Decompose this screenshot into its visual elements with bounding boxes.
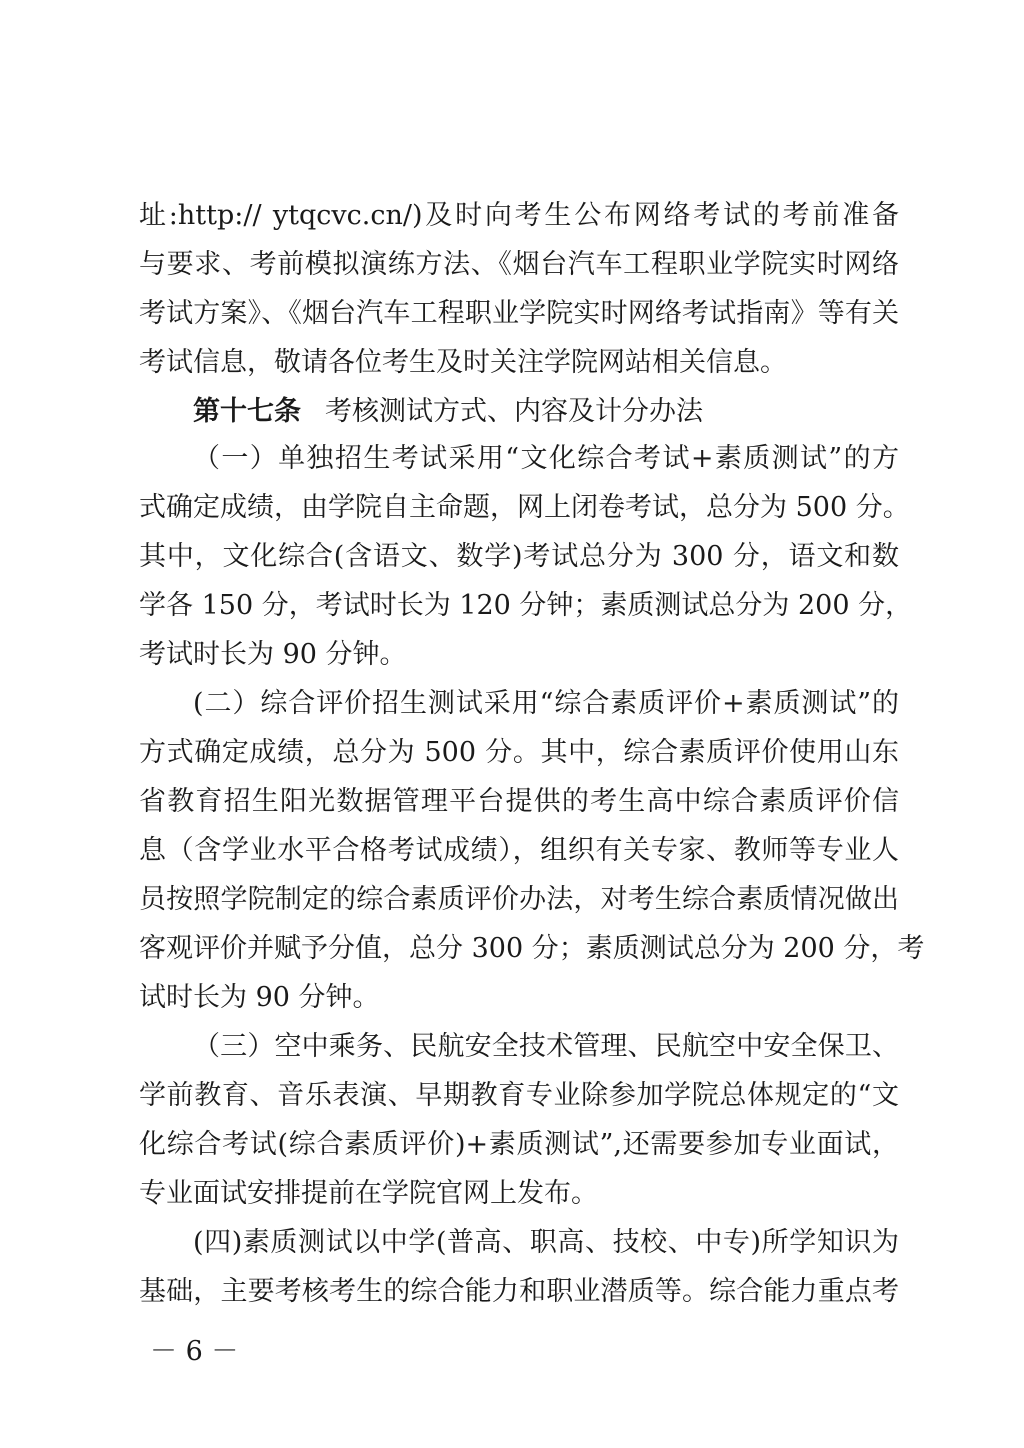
paragraph-line: （一）单独招生考试采用“文化综合考试+素质测试”的方 bbox=[193, 443, 899, 474]
paragraph-line: 学各 150 分，考试时长为 120 分钟；素质测试总分为 200 分， bbox=[139, 590, 913, 621]
paragraph-line: 员按照学院制定的综合素质评价办法，对考生综合素质情况做出 bbox=[139, 884, 899, 915]
paragraph-line: 式确定成绩，由学院自主命题，网上闭卷考试，总分为 500 分。 bbox=[139, 492, 910, 523]
paragraph-line: 其中，文化综合(含语文、数学)考试总分为 300 分，语文和数 bbox=[139, 541, 899, 572]
paragraph-line: (四)素质测试以中学(普高、职高、技校、中专)所学知识为 bbox=[193, 1227, 899, 1258]
paragraph-line: (二）综合评价招生测试采用“综合素质评价+素质测试”的 bbox=[193, 688, 899, 719]
paragraph-line: 方式确定成绩，总分为 500 分。其中，综合素质评价使用山东 bbox=[139, 737, 899, 768]
paragraph-line: 考试信息，敬请各位考生及时关注学院网站相关信息。 bbox=[139, 347, 787, 378]
paragraph-line: 基础，主要考核考生的综合能力和职业潜质等。综合能力重点考 bbox=[139, 1276, 899, 1307]
article-heading bbox=[193, 394, 893, 430]
paragraph-line: 与要求、考前模拟演练方法、《烟台汽车工程职业学院实时网络 bbox=[139, 249, 899, 280]
paragraph-line: 专业面试安排提前在学院官网上发布。 bbox=[139, 1178, 598, 1209]
paragraph-line: 址:http:// ytqcvc.cn/)及时向考生公布网络考试的考前准备 bbox=[139, 200, 899, 231]
paragraph-line: 化综合考试(综合素质评价)+素质测试”,还需要参加专业面试， bbox=[139, 1129, 899, 1160]
page-number: － 6 － bbox=[150, 1336, 239, 1367]
article-title: 考核测试方式、内容及计分办法 bbox=[325, 396, 703, 427]
paragraph-line: 试时长为 90 分钟。 bbox=[139, 982, 380, 1013]
paragraph-line: 考试方案》、《烟台汽车工程职业学院实时网络考试指南》等有关 bbox=[139, 298, 899, 329]
paragraph-line: （三）空中乘务、民航安全技术管理、民航空中安全保卫、 bbox=[193, 1031, 899, 1062]
paragraph-line: 省教育招生阳光数据管理平台提供的考生高中综合素质评价信 bbox=[139, 786, 899, 817]
paragraph-line: 考试时长为 90 分钟。 bbox=[139, 639, 407, 670]
paragraph-line: 学前教育、音乐表演、早期教育专业除参加学院总体规定的“文 bbox=[139, 1080, 899, 1111]
article-number: 第十七条 bbox=[193, 396, 301, 427]
paragraph-line: 息（含学业水平合格考试成绩），组织有关专家、教师等专业人 bbox=[139, 835, 899, 866]
paragraph-line: 客观评价并赋予分值，总分 300 分；素质测试总分为 200 分，考 bbox=[139, 933, 925, 964]
